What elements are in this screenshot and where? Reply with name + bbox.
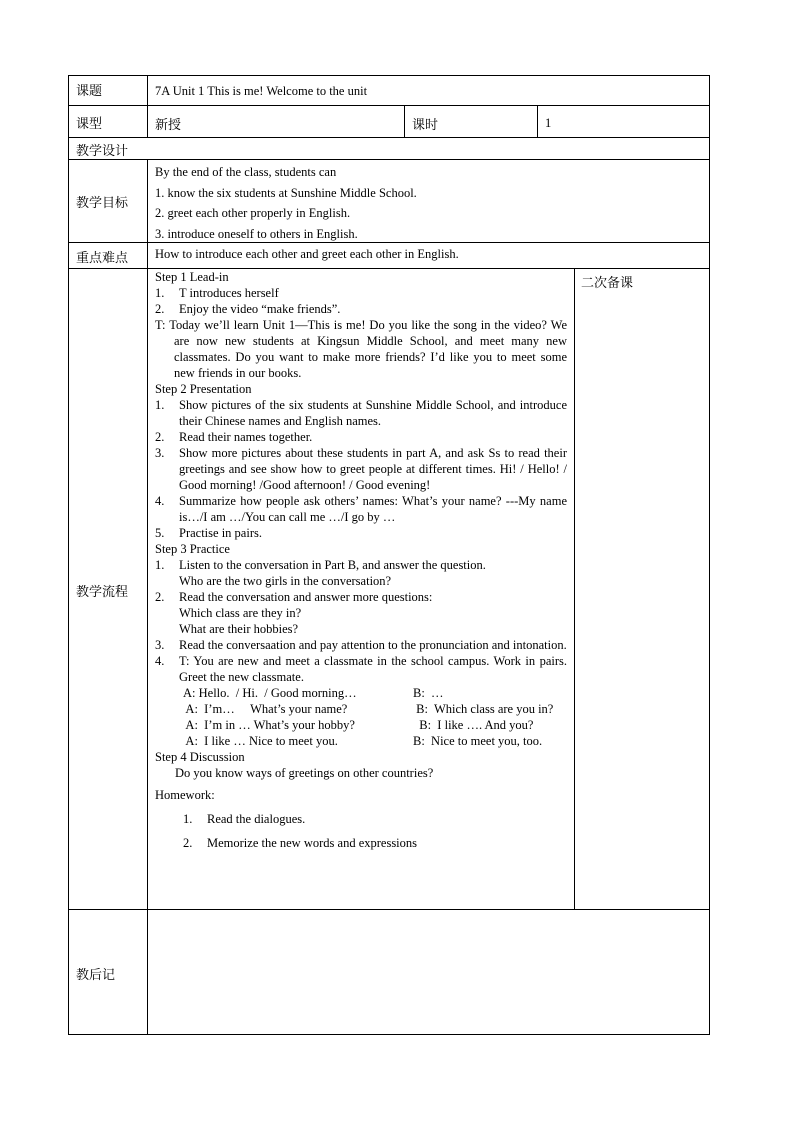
dialogue-line: A: I’m… What’s your name? B: Which class are you in? <box>183 702 554 716</box>
objectives-line: 3. introduce oneself to others in English. <box>155 226 358 241</box>
list-item: 4. T: You are new and meet a classmate in the school campus. Work in pairs. Greet the new classmate. <box>155 654 567 684</box>
lesson-type-value: 新授 <box>155 118 182 133</box>
step1-teacher-talk: T: Today we’ll learn Unit 1—This is me! Do you like the song in the video? We are now new students at Kingsun Middle School, and meet many new classmates. Do you want to make more friends? I’d like you to meet some new friends in our books. <box>155 318 567 380</box>
step4-title: Step 4 Discussion <box>155 750 245 764</box>
list-item: 1. Show pictures of the six students at Sunshine Middle School, and introduce their Chinese names and English names. <box>155 398 567 428</box>
list-item: 2. Read their names together. <box>155 430 313 444</box>
keypoints-label: 重点难点 <box>76 251 129 266</box>
list-item: 4. Summarize how people ask others’ names: What’s your name? ---My name is…/I am …/You can call me …/I go by … <box>155 494 567 524</box>
process-content <box>155 269 567 851</box>
list-item: 2. Enjoy the video “make friends”. <box>155 302 341 316</box>
list-item: 3. Show more pictures about these students in part A, and ask Ss to read their greetings and see show how to greet people at different times. Hi! / Hello! / Good morning! /Good afternoon! / Good evening! <box>155 446 567 492</box>
teaching-design-label: 教学设计 <box>76 144 129 159</box>
objectives-line: 1. know the six students at Sunshine Middle School. <box>155 185 417 200</box>
dialogue-line: A: I’m in … What’s your hobby? B: I like …. And you? <box>183 718 534 732</box>
reflection-label: 教后记 <box>76 968 116 983</box>
objectives-list <box>155 162 565 244</box>
list-item: Who are the two girls in the conversation? <box>179 574 392 588</box>
second-prep-label: 二次备课 <box>581 276 634 291</box>
list-item: 1. Read the dialogues. <box>183 812 306 826</box>
homework-title: Homework: <box>155 788 215 802</box>
list-item: 5. Practise in pairs. <box>155 526 262 540</box>
lesson-type-label: 课型 <box>76 117 103 132</box>
objectives-label: 教学目标 <box>76 196 129 211</box>
list-item: 3. Read the conversaation and pay attention to the pronunciation and intonation. <box>155 638 567 652</box>
process-label: 教学流程 <box>76 585 129 600</box>
dialogue-line: A: I like … Nice to meet you. B: Nice to meet you, too. <box>183 734 543 748</box>
step1-title: Step 1 Lead-in <box>155 270 229 284</box>
topic-value: 7A Unit 1 This is me! Welcome to the unit <box>155 84 368 98</box>
dialogue-line: A: Hello. / Hi. / Good morning… B: … <box>183 686 444 700</box>
list-item: 2. Read the conversation and answer more questions: <box>155 590 433 604</box>
list-item: 2. Memorize the new words and expressions <box>183 836 418 850</box>
list-item: 1. T introduces herself <box>155 286 279 300</box>
step2-title: Step 2 Presentation <box>155 382 252 396</box>
objectives-line: By the end of the class, students can <box>155 165 337 179</box>
topic-label: 课题 <box>76 84 103 99</box>
class-hours-value: 1 <box>545 116 552 130</box>
list-item: 1. Listen to the conversation in Part B, and answer the question. <box>155 558 486 572</box>
keypoints-value: How to introduce each other and greet each other in English. <box>155 247 459 261</box>
step4-text: Do you know ways of greetings on other countries? <box>175 766 434 780</box>
list-item: Which class are they in? <box>179 606 302 620</box>
step3-title: Step 3 Practice <box>155 542 230 556</box>
objectives-line: 2. greet each other properly in English. <box>155 206 351 220</box>
list-item: What are their hobbies? <box>179 622 299 636</box>
class-hours-label: 课时 <box>412 118 439 133</box>
